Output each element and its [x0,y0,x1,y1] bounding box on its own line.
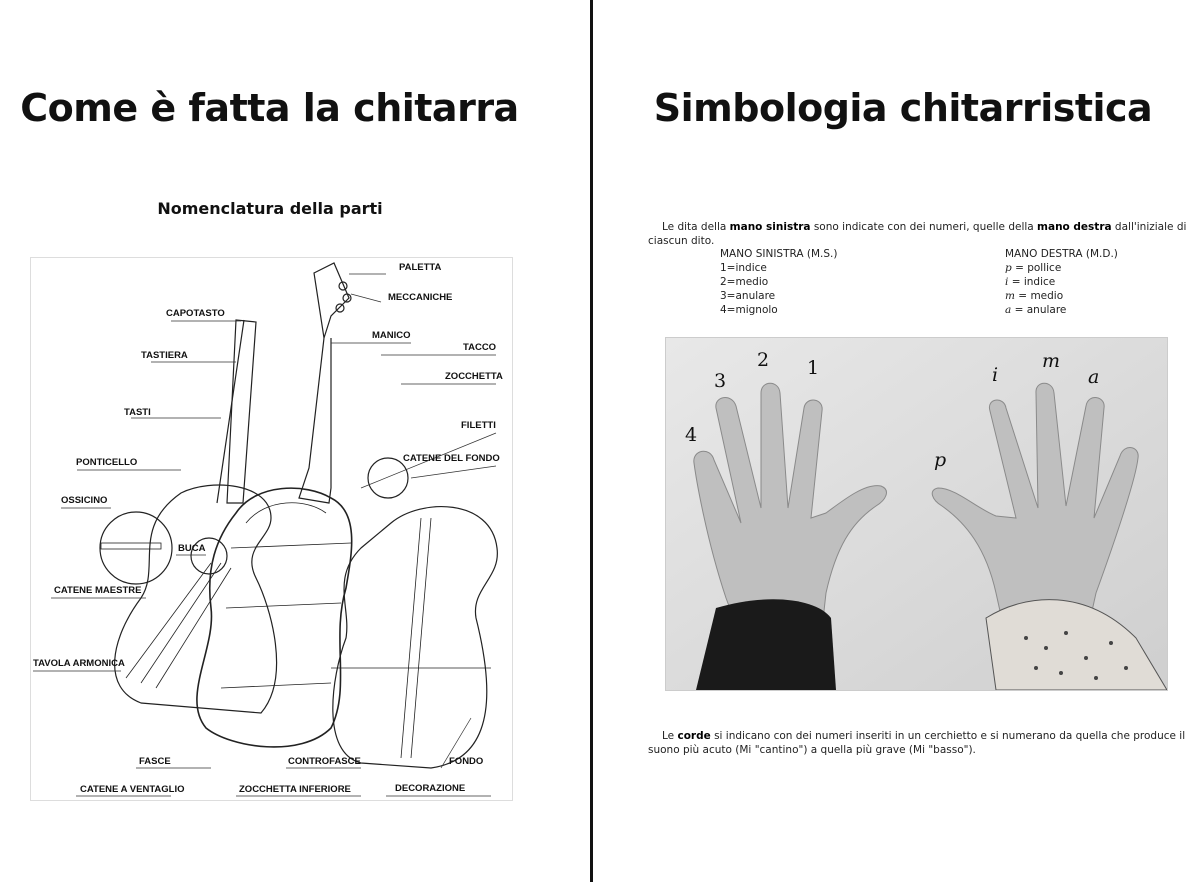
label-capotasto: CAPOTASTO [166,308,225,319]
legend-item: 2=medio [720,276,769,288]
label-zocchetta: ZOCCHETTA [445,371,503,382]
legend-heading: MANO SINISTRA (M.S.) [720,248,838,260]
page-title: Simbologia chitarristica [653,86,1153,130]
label-tacco: TACCO [463,342,497,353]
right-page [594,0,1200,882]
finger-label-2: 2 [757,349,770,371]
label-buca: BUCA [178,543,206,554]
label-controfasce: CONTROFASCE [288,756,361,767]
label-filetti: FILETTI [461,420,496,431]
legend-item: p = pollice [1005,262,1062,274]
label-fondo: FONDO [449,756,484,767]
finger-label-1: 1 [807,357,820,379]
label-manico: MANICO [372,330,411,341]
left-hand-legend [720,247,837,317]
legend-item: i = indice [1005,276,1056,288]
label-tasti: TASTI [124,407,151,418]
page-title: Come è fatta la chitarra [20,86,519,130]
label-catene-maestre: CATENE MAESTRE [54,585,142,596]
legend-item: 4=mignolo [720,304,778,316]
finger-label-m: m [1042,350,1061,372]
strings-text: Le [662,730,678,742]
finger-label-p: p [934,449,947,471]
strings-bold: corde [677,730,711,742]
hands-illustration [666,338,1167,690]
intro-bold: mano destra [1037,221,1112,233]
legend-item: a = anulare [1005,304,1067,316]
intro-bold: mano sinistra [729,221,811,233]
intro-text: dall'iniziale di ciascun dito. [648,221,1187,247]
legend-item: m = medio [1005,290,1064,302]
intro-paragraph [648,220,1188,248]
label-tastiera: TASTIERA [141,350,188,361]
finger-label-a: a [1088,366,1100,388]
finger-label-i: i [992,364,999,386]
label-ossicino: OSSICINO [61,495,108,506]
legend-item: 3=anulare [720,290,776,302]
label-ponticello: PONTICELLO [76,457,138,468]
intro-text: Le dita della [662,221,730,233]
section-subtitle: Nomenclatura della parti [157,199,383,218]
page-divider [590,0,593,882]
label-fasce: FASCE [139,756,171,767]
legend-item: 1=indice [720,262,767,274]
strings-text: si indicano con dei numeri inseriti in un cerchietto e si numerano da quella che produce il suono più acuto (Mi "cantino") a quella più grave (Mi "basso"). [648,730,1186,756]
label-paletta: PALETTA [399,262,442,273]
label-zocchetta-inferiore: ZOCCHETTA INFERIORE [239,784,351,795]
label-catene-del-fondo: CATENE DEL FONDO [403,453,500,464]
label-tavola-armonica: TAVOLA ARMONICA [33,658,125,669]
guitar-exploded-drawing [31,258,512,800]
label-meccaniche: MECCANICHE [388,292,453,303]
right-hand-legend [1005,247,1118,317]
legend-heading: MANO DESTRA (M.D.) [1005,248,1118,260]
left-page [0,0,591,882]
strings-paragraph [648,729,1188,757]
label-decorazione: DECORAZIONE [395,783,466,794]
guitar-parts-diagram [30,257,513,801]
label-catene-a-ventaglio: CATENE A VENTAGLIO [80,784,185,795]
finger-label-3: 3 [714,370,727,392]
finger-label-4: 4 [685,424,698,446]
intro-text: sono indicate con dei numeri, quelle della [810,221,1038,233]
hands-photo [665,337,1168,691]
